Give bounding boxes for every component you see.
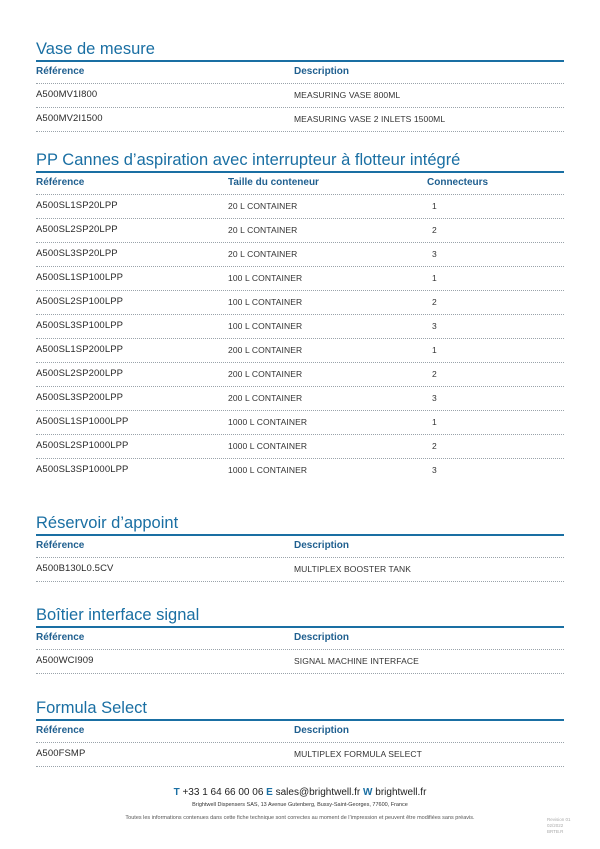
cell-connectors: 1	[432, 345, 437, 355]
table-header	[36, 719, 564, 743]
web-label: W	[363, 787, 373, 798]
footer-address: Brightwell Dispensers SAS, 13 Avenue Gutenberg, Bussy-Saint-Georges, 77600, France	[192, 802, 408, 808]
cell-reference: A500SL2SP1000LPP	[36, 440, 129, 451]
phone-label: T	[173, 787, 180, 798]
website-link[interactable]: brightwell.fr	[375, 787, 427, 798]
email-link[interactable]: sales@brightwell.fr	[275, 787, 361, 798]
table-row	[36, 84, 564, 108]
cell-container-size: 1000 L CONTAINER	[228, 441, 308, 451]
header-container-size: Taille du conteneur	[228, 177, 319, 188]
table-row	[36, 291, 564, 315]
header-reference: Référence	[36, 540, 85, 551]
table-row	[36, 743, 564, 767]
cell-container-size: 1000 L CONTAINER	[228, 465, 308, 475]
cell-connectors: 3	[432, 465, 437, 475]
cell-container-size: 200 L CONTAINER	[228, 369, 303, 379]
cell-reference: A500SL1SP20LPP	[36, 200, 118, 211]
section-title: Réservoir d’appoint	[36, 514, 179, 532]
cell-reference: A500SL1SP200LPP	[36, 344, 124, 355]
table-row	[36, 435, 564, 459]
cell-description: SIGNAL MACHINE INTERFACE	[294, 656, 419, 666]
table-row	[36, 387, 564, 411]
table-header	[36, 626, 564, 650]
header-description: Description	[294, 725, 350, 736]
header-reference: Référence	[36, 725, 85, 736]
header-reference: Référence	[36, 66, 85, 77]
cell-connectors: 3	[432, 393, 437, 403]
version-code: BRTB.R	[547, 829, 564, 834]
section-formula-select	[36, 697, 564, 767]
cell-connectors: 2	[432, 225, 437, 235]
header-connectors: Connecteurs	[427, 177, 489, 188]
cell-reference: A500SL1SP100LPP	[36, 272, 124, 283]
cell-container-size: 100 L CONTAINER	[228, 297, 303, 307]
phone-number[interactable]: +33 1 64 66 00 06	[182, 787, 264, 798]
table-row	[36, 339, 564, 363]
table-row	[36, 315, 564, 339]
section-vase-de-mesure	[36, 38, 564, 132]
header-description: Description	[294, 540, 350, 551]
cell-reference: A500SL2SP100LPP	[36, 296, 124, 307]
cell-reference: A500MV2I1500	[36, 113, 103, 124]
version-revision: Revision 01	[547, 817, 571, 822]
table-row	[36, 459, 564, 483]
cell-container-size: 100 L CONTAINER	[228, 321, 303, 331]
table-row	[36, 558, 564, 582]
table-row	[36, 363, 564, 387]
cell-container-size: 200 L CONTAINER	[228, 393, 303, 403]
header-description: Description	[294, 632, 350, 643]
table-header	[36, 60, 564, 84]
cell-reference: A500SL3SP20LPP	[36, 248, 118, 259]
table-header	[36, 171, 564, 195]
cell-container-size: 20 L CONTAINER	[228, 249, 298, 259]
version-date: 02/2022	[547, 823, 564, 828]
cell-reference: A500FSMP	[36, 748, 86, 759]
cell-reference: A500SL3SP200LPP	[36, 392, 124, 403]
section-title: Formula Select	[36, 699, 147, 717]
cell-reference: A500MV1I800	[36, 89, 98, 100]
cell-description: MULTIPLEX FORMULA SELECT	[294, 749, 422, 759]
table-row	[36, 650, 564, 674]
cell-container-size: 20 L CONTAINER	[228, 225, 298, 235]
section-pp-cannes	[36, 149, 564, 483]
cell-reference: A500WCI909	[36, 655, 94, 666]
cell-connectors: 1	[432, 273, 437, 283]
cell-container-size: 200 L CONTAINER	[228, 345, 303, 355]
cell-reference: A500SL2SP20LPP	[36, 224, 118, 235]
cell-connectors: 2	[432, 369, 437, 379]
table-row	[36, 195, 564, 219]
cell-reference: A500SL3SP100LPP	[36, 320, 124, 331]
table-row	[36, 219, 564, 243]
table-row	[36, 267, 564, 291]
cell-description: MEASURING VASE 800ML	[294, 90, 401, 100]
footer-contact	[0, 787, 600, 798]
footer-disclaimer: Toutes les informations contenues dans cette fiche technique sont correctes au moment de l’impression et peuvent être modifiées sans préavis.	[125, 815, 475, 821]
version-stamp	[547, 817, 571, 835]
table-row	[36, 411, 564, 435]
cell-connectors: 1	[432, 201, 437, 211]
cell-container-size: 100 L CONTAINER	[228, 273, 303, 283]
cell-connectors: 2	[432, 297, 437, 307]
section-title: PP Cannes d’aspiration avec interrupteur à flotteur intégré	[36, 151, 461, 169]
section-boitier-interface	[36, 604, 564, 674]
cell-connectors: 3	[432, 321, 437, 331]
table-header	[36, 534, 564, 558]
cell-reference: A500B130L0.5CV	[36, 563, 114, 574]
section-reservoir-appoint	[36, 512, 564, 582]
cell-container-size: 1000 L CONTAINER	[228, 417, 308, 427]
cell-reference: A500SL2SP200LPP	[36, 368, 124, 379]
cell-container-size: 20 L CONTAINER	[228, 201, 298, 211]
cell-reference: A500SL3SP1000LPP	[36, 464, 129, 475]
cell-description: MEASURING VASE 2 INLETS 1500ML	[294, 114, 446, 124]
section-title: Vase de mesure	[36, 40, 155, 58]
cell-connectors: 1	[432, 417, 437, 427]
cell-connectors: 3	[432, 249, 437, 259]
cell-connectors: 2	[432, 441, 437, 451]
section-title: Boîtier interface signal	[36, 606, 200, 624]
table-row	[36, 243, 564, 267]
cell-description: MULTIPLEX BOOSTER TANK	[294, 564, 411, 574]
header-description: Description	[294, 66, 350, 77]
email-label: E	[266, 787, 273, 798]
header-reference: Référence	[36, 632, 85, 643]
cell-reference: A500SL1SP1000LPP	[36, 416, 129, 427]
header-reference: Référence	[36, 177, 85, 188]
table-row	[36, 108, 564, 132]
